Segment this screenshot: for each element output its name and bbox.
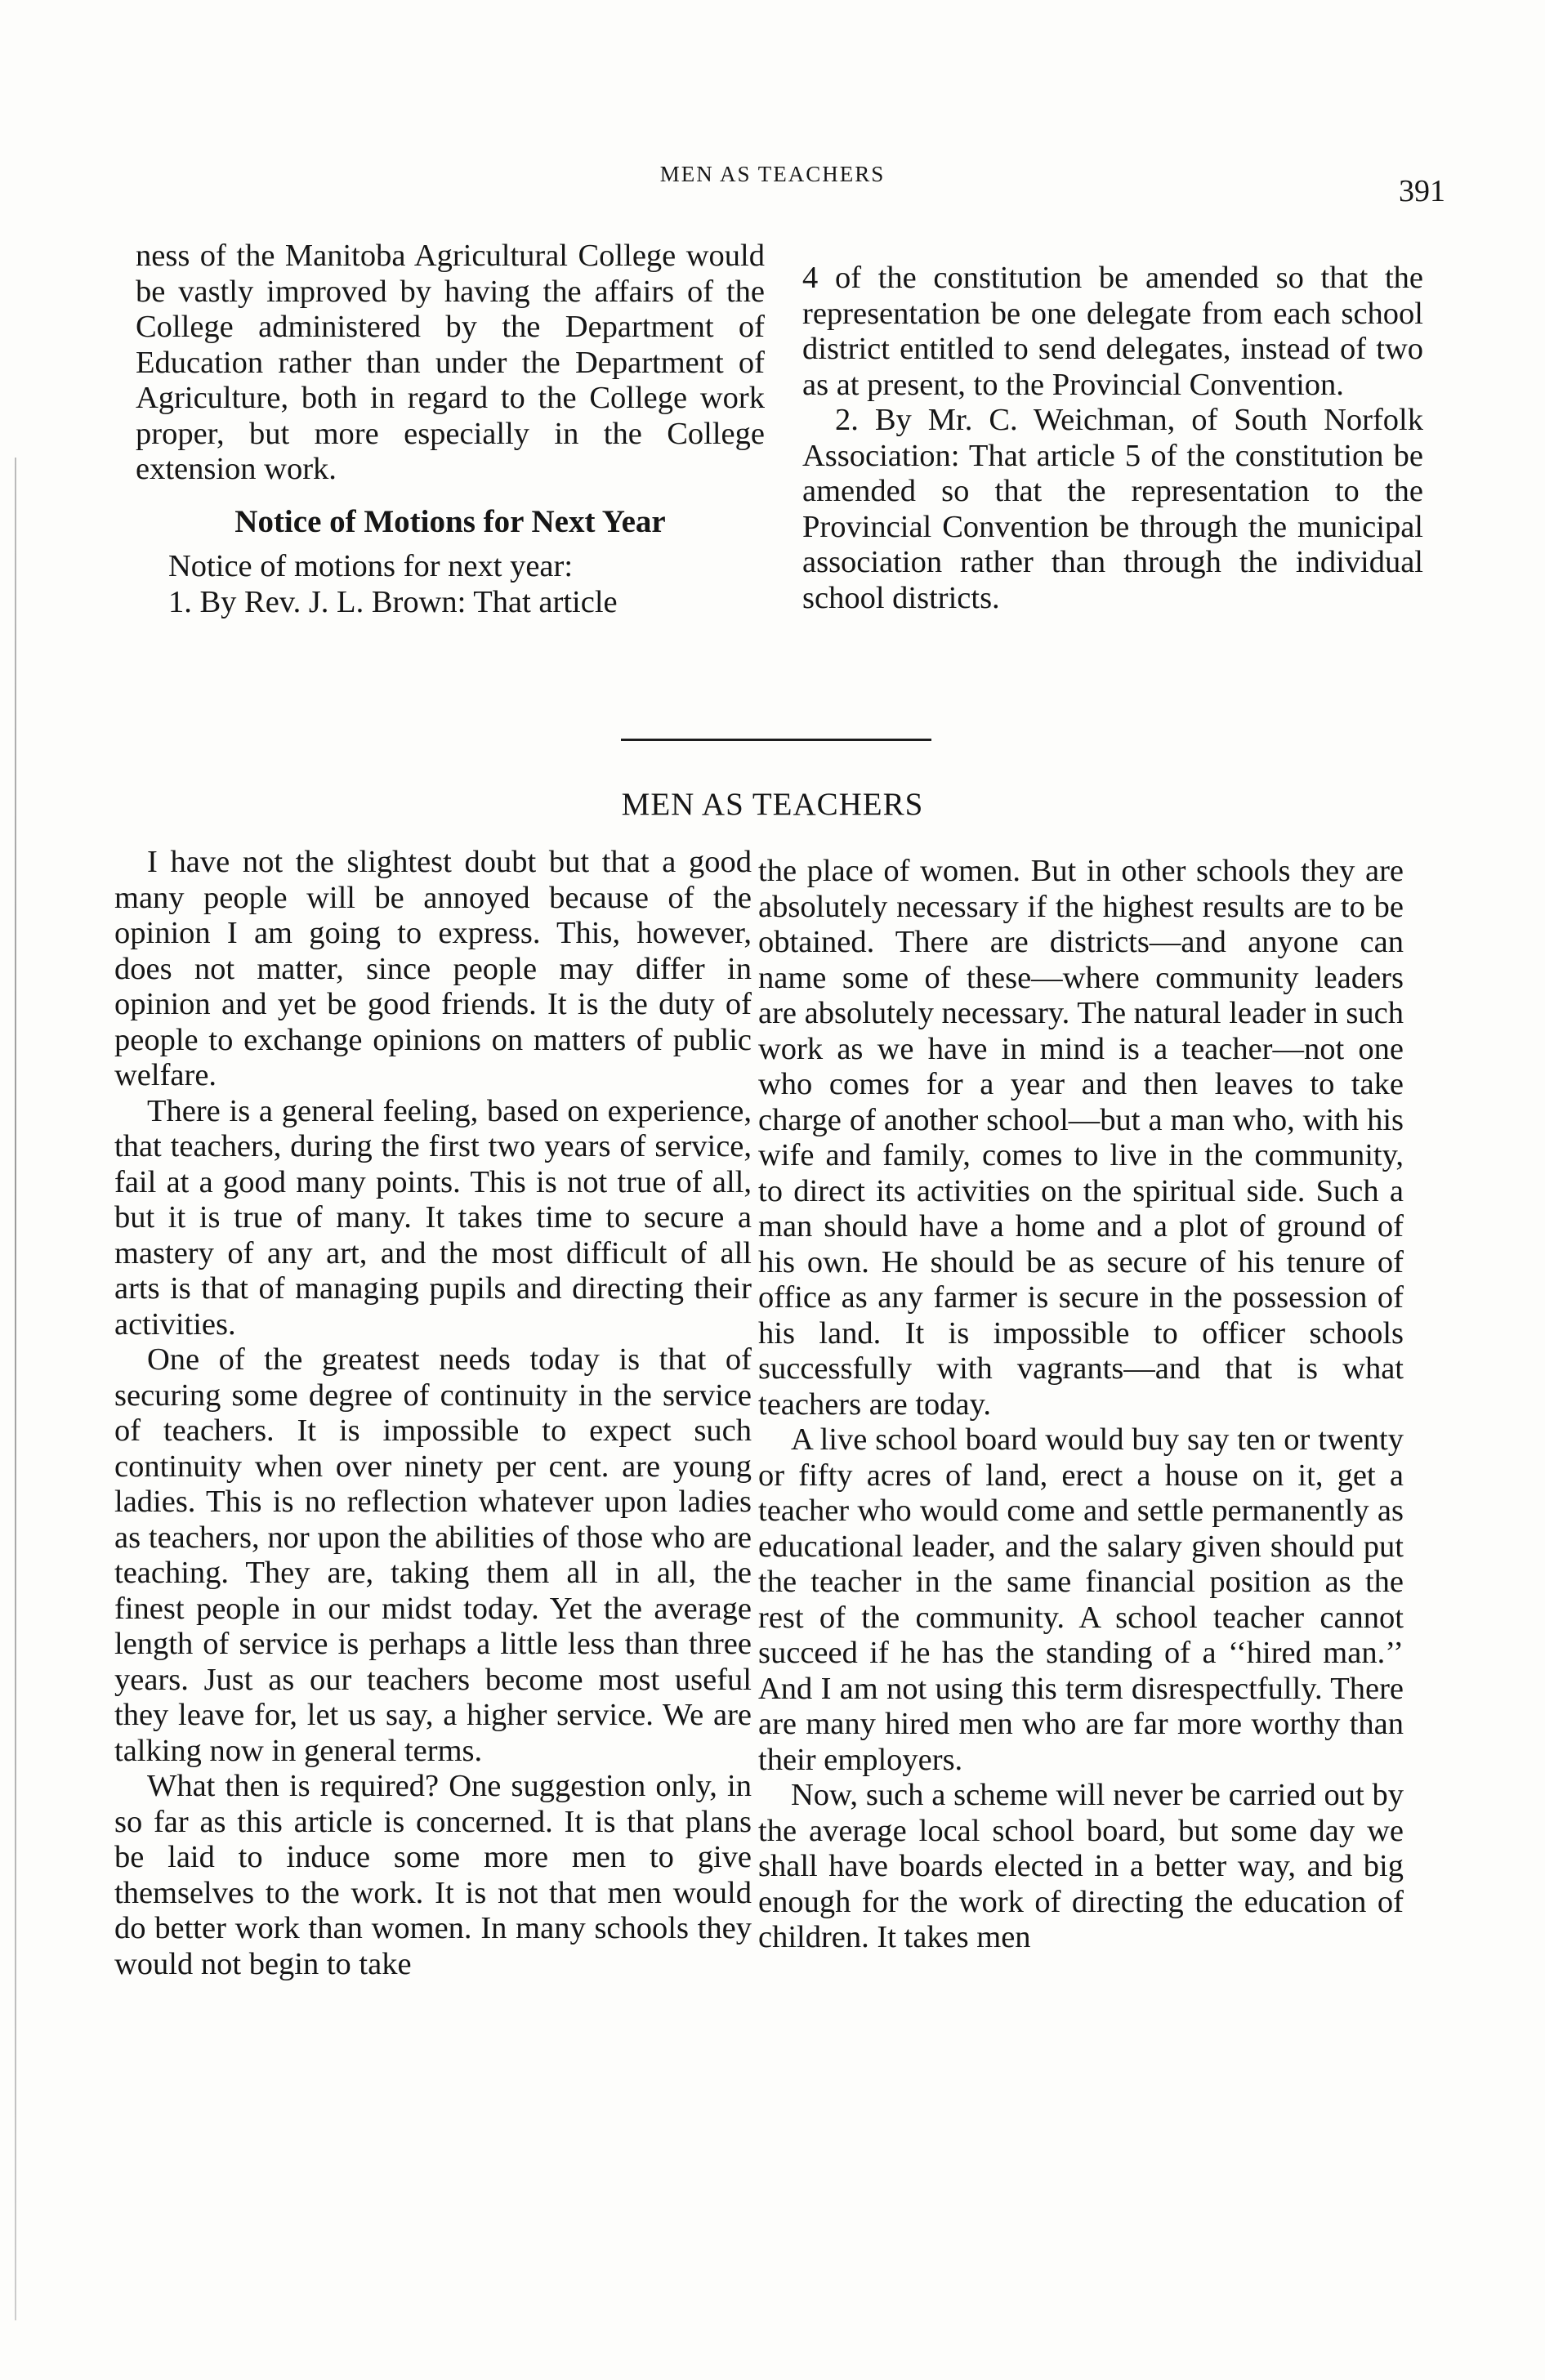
- article-left-column: [114, 845, 752, 1982]
- article-paragraph: the place of women. But in other schools they are absolutely necessary if the highest results are to be obtained. There are districts—and anyone can name some of these—where community leaders are absolutely necessary. The natural leader in such work as we have in mind is a teacher—not one who comes for a year and then leaves to take charge of another school—but a man who, with his wife and family, comes to live in the community, to direct its activities on the spiritual side. Such a man should have a home and a plot of ground of his own. He should be as secure of his tenure of office as any farmer is secure in the possession of his land. It is impossible to officer schools successfully with vagrants—and that is what teachers are today.: [758, 854, 1404, 1422]
- article-paragraph: There is a general feeling, based on experience, that teachers, during the first two years of service, fail at a good many points. This is not true of all, but it is true of many. It takes time to secure a mastery of any art, and the most difficult of all arts is that of managing pupils and directing their activities.: [114, 1093, 752, 1342]
- article-paragraph: A live school board would buy say ten or twenty or fifty acres of land, erect a house on it, get a teacher who would come and settle permanently as educational leader, and the salary given should put the teacher in the same financial position as the rest of the community. A school teacher cannot succeed if he has the standing of a ‘‘hired man.’’ And I am not using this term disrespectfully. There are many hired men who are far more worthy than their employers.: [758, 1422, 1404, 1777]
- top-left-column: [136, 239, 765, 620]
- article-paragraph: Now, such a scheme will never be carried out by the average local school board, but some day we shall have boards elected in a better way, and big enough for the work of directing the education of children. It takes men: [758, 1778, 1404, 1954]
- page-number: 391: [1399, 174, 1445, 208]
- article-paragraph: One of the greatest needs today is that of securing some degree of continuity in the service of teachers. It is impossible to expect such continuity when over ninety per cent. are young ladies. This is no reflection whatever upon ladies as teachers, nor upon the abilities of those who are teaching. They are, taking them all in all, the finest people in our midst today. Yet the average length of service is perhaps a little less than three years. Just as our teachers become most useful they leave for, let us say, a higher service. We are talking now in general terms.: [114, 1342, 752, 1768]
- article-title: MEN AS TEACHERS: [621, 787, 924, 822]
- article-paragraph: I have not the slightest doubt but that a good many people will be annoyed because of the opinion I am going to express. This, however, does not matter, since people may differ in opinion and yet be good friends. It is the duty of people to exchange opinions on matters of public welfare.: [114, 845, 752, 1092]
- article-right-column: [758, 854, 1404, 1956]
- continued-paragraph: ness of the Manitoba Agricultural College would be vastly improved by having the affairs of the College administered by the Department of Education rather than under the Department of Agriculture, both in regard to the College work proper, but more especially in the College extension work.: [136, 239, 765, 486]
- section-heading: Notice of Motions for Next Year: [234, 503, 666, 539]
- motion-1-start: 1. By Rev. J. L. Brown: That article: [168, 584, 618, 619]
- article-paragraph: What then is required? One suggestion only, in so far as this article is concerned. It is that plans be laid to induce some more men to give themselves to the work. It is not that men would do better work than women. In many schools they would not begin to take: [114, 1769, 752, 1981]
- motions-intro: Notice of motions for next year:: [168, 549, 574, 583]
- section-divider: [621, 739, 931, 741]
- motion-2: 2. By Mr. C. Weichman, of South Norfolk Association: That article 5 of the constitution be amended so that the representation to the Provincial Convention be through the municipal association rather than through the individual school districts.: [802, 403, 1423, 615]
- page-edge-shadow: [15, 458, 16, 2320]
- running-head: MEN AS TEACHERS: [659, 162, 886, 186]
- top-right-column: [802, 261, 1423, 616]
- motion-1-end: 4 of the constitution be amended so that the representation be one delegate from each school district entitled to send delegates, instead of two as at present, to the Provincial Convention.: [802, 261, 1423, 402]
